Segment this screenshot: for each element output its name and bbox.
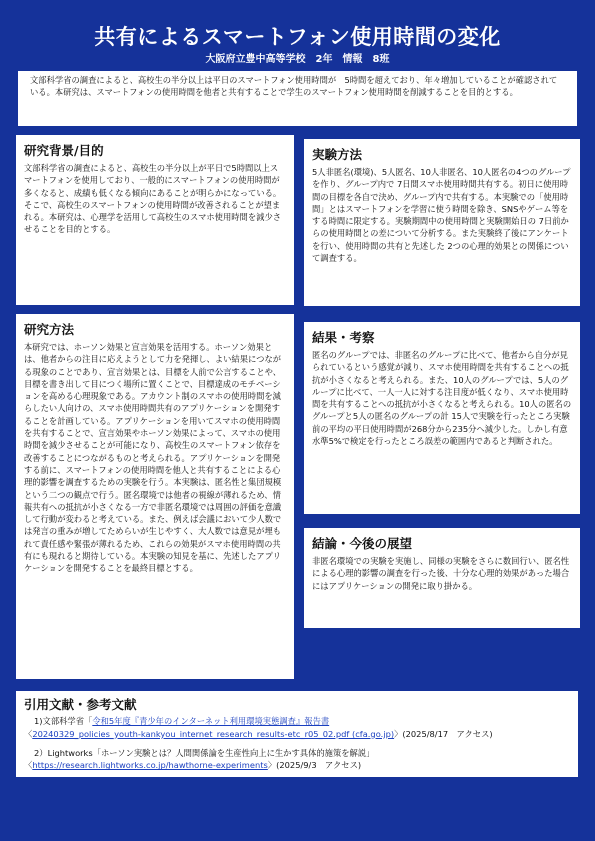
experiment-method-section xyxy=(304,139,580,306)
poster-subtitle: 大阪府立豊中高等学校 2年 情報 8班 xyxy=(205,54,390,65)
abstract-box xyxy=(18,71,577,126)
poster-title: 共有によるスマートフォン使用時間の変化 xyxy=(94,25,501,49)
background-heading: 研究背景/目的 xyxy=(24,143,104,158)
conclusion-section xyxy=(304,528,580,628)
reference-1 xyxy=(24,715,570,741)
research-method-section xyxy=(16,314,294,679)
research-method-heading: 研究方法 xyxy=(24,322,75,337)
conclusion-body: 非匿名環境での実験を実施し、同様の実験をさらに数回行い、匿名性による心理的影響の調査を行った後、十分な心理的効果があった場合にはアプリケーションの開発に取り掛かる。 xyxy=(312,556,570,591)
reference-2-text: 2）Lightworks「ホーソン実験とは？人間関係論を生産性向上に生かす具体的施策を解説」 xyxy=(34,747,375,758)
reference-2-access: 〉(2025/9/3 アクセス) xyxy=(267,760,362,771)
reference-1-url-link[interactable]: 20240329_policies_youth-kankyou_internet_research_results-etc_r05_02.pdf (cfa.go.jp) xyxy=(32,728,395,739)
results-section xyxy=(304,322,580,514)
reference-2 xyxy=(24,747,570,773)
references-section xyxy=(16,691,578,777)
background-body: 文部科学省の調査によると、高校生の半分以上が平日で5時間以上スマートフォンを使用しており、一般的にスマートフォンの使用時間が多くなると、成績も低くなる傾向にあることが明らかになっている。そこで、高校生のスマートフォンの使用時間が改善されることが望まれる。本研究は、心理学を活用して高校生のスマホ使用時間を減少させることを目的とする。 xyxy=(24,163,282,235)
background-section xyxy=(16,135,294,305)
results-heading: 結果・考察 xyxy=(312,330,375,345)
experiment-method-body: 5人非匿名(環境)、5人匿名、10人非匿名、10人匿名の4つのグループを作り、グループ内で 7日間スマホ使用時間共有する。初日に使用時間の目標を各自で決め、グループ内で共有する。本実験での「使用時間」とはスマートフォンを学習に使う時間を除き、SNSやゲーム等をする時間に限定する。実験期間中の使用時間と実験開始日の 7日前からの使用時間との差について分析する。また実験終了後にアンケートを行い、使用時間の共有と先述した 2つの心理的効果との関係について調査する。 xyxy=(312,167,571,264)
reference-1-prefix: 1)文部科学省「 xyxy=(34,716,93,726)
references-heading: 引用文献・参考文献 xyxy=(24,697,137,712)
reference-2-url-prefix: 〈 xyxy=(24,760,33,771)
reference-1-access: 〉(2025/8/17 アクセス) xyxy=(394,728,493,739)
reference-1-title-link[interactable]: 令和5年度『青少年のインターネット利用環境実態調査』報告書 xyxy=(92,716,330,726)
reference-2-url-link[interactable]: https://research.lightworks.co.jp/hawthorne-experiments xyxy=(32,760,268,771)
research-method-body: 本研究では、ホーソン効果と宣言効果を活用する。ホーソン効果とは、他者からの注目に応えようとして力を発揮し、よい結果につながる現象のことであり、宣言効果とは、目標を人前で公言することや、目標を書き出して目につく場所に置くことで、目標達成のモチベーションを高める心理現象である。アカウント制のスマホの使用時間を減らしたい人向けの、スマホ使用時間共有のアプリケーションを開発することを計画している。アプリケーションを用いてスマホの使用時間を共有することで、宣言効果やホーソン効果によって、スマホの使用時間を減少させることが可能になり、高校生のスマートフォン依存を改善することにつながるものと考えられる。アプリケーションを開発する前に、スマートフォンの使用時間を他人と共有することによる心理的影響を調査するための実験を行う。本実験は、匿名性と集団規模という二つの観点で行う。匿名環境では他者の視線が薄れるため、情報共有への抵抗が小さくなる一方で非匿名環境では周囲の評価を意識して行動が変わると考えている。また、例えば会議において少人数では発言の重みが増してためらいが生じやすく、大人数では意見が埋もれて責任感や緊張が薄れるため、これらの効果がスマホ使用時間の共有にも現れると期待している。本実験の知見を基に、先述したアプリケーションを開発することを最終目標とする。 xyxy=(24,342,282,574)
results-body: 匿名のグループでは、非匿名のグループに比べて、他者から自分が見られているという感覚が減り、スマホ使用時間を共有することへの抵抗が小さくなると考えられる。また、10人のグループでは、5人のグループに比べて、一人一人に対する注目度が低くなり、スマホ使用時間を共有することへの抵抗が小さくなると考えられる。10人の匿名のグループと5人の匿名のグループの計 15人で実験を行ったところ実験前の平均の平日使用時間が268分から235分へ減少した。しかし有意水準5%で検定を行ったところ誤差の範囲内であると判断された。 xyxy=(312,350,572,447)
abstract-text: 文部科学省の調査によると、高校生の半分以上は平日のスマートフォン使用時間が 5時間を超えており、年々増加していることが確認されている。本研究は、スマートフォンの使用時間を他者と共有することで学生のスマートフォン使用時間を削減することを目的とする。 xyxy=(30,75,558,98)
conclusion-heading: 結論・今後の展望 xyxy=(312,536,413,551)
reference-1-url-prefix: 〈 xyxy=(24,728,33,739)
experiment-method-heading: 実験方法 xyxy=(312,147,363,162)
